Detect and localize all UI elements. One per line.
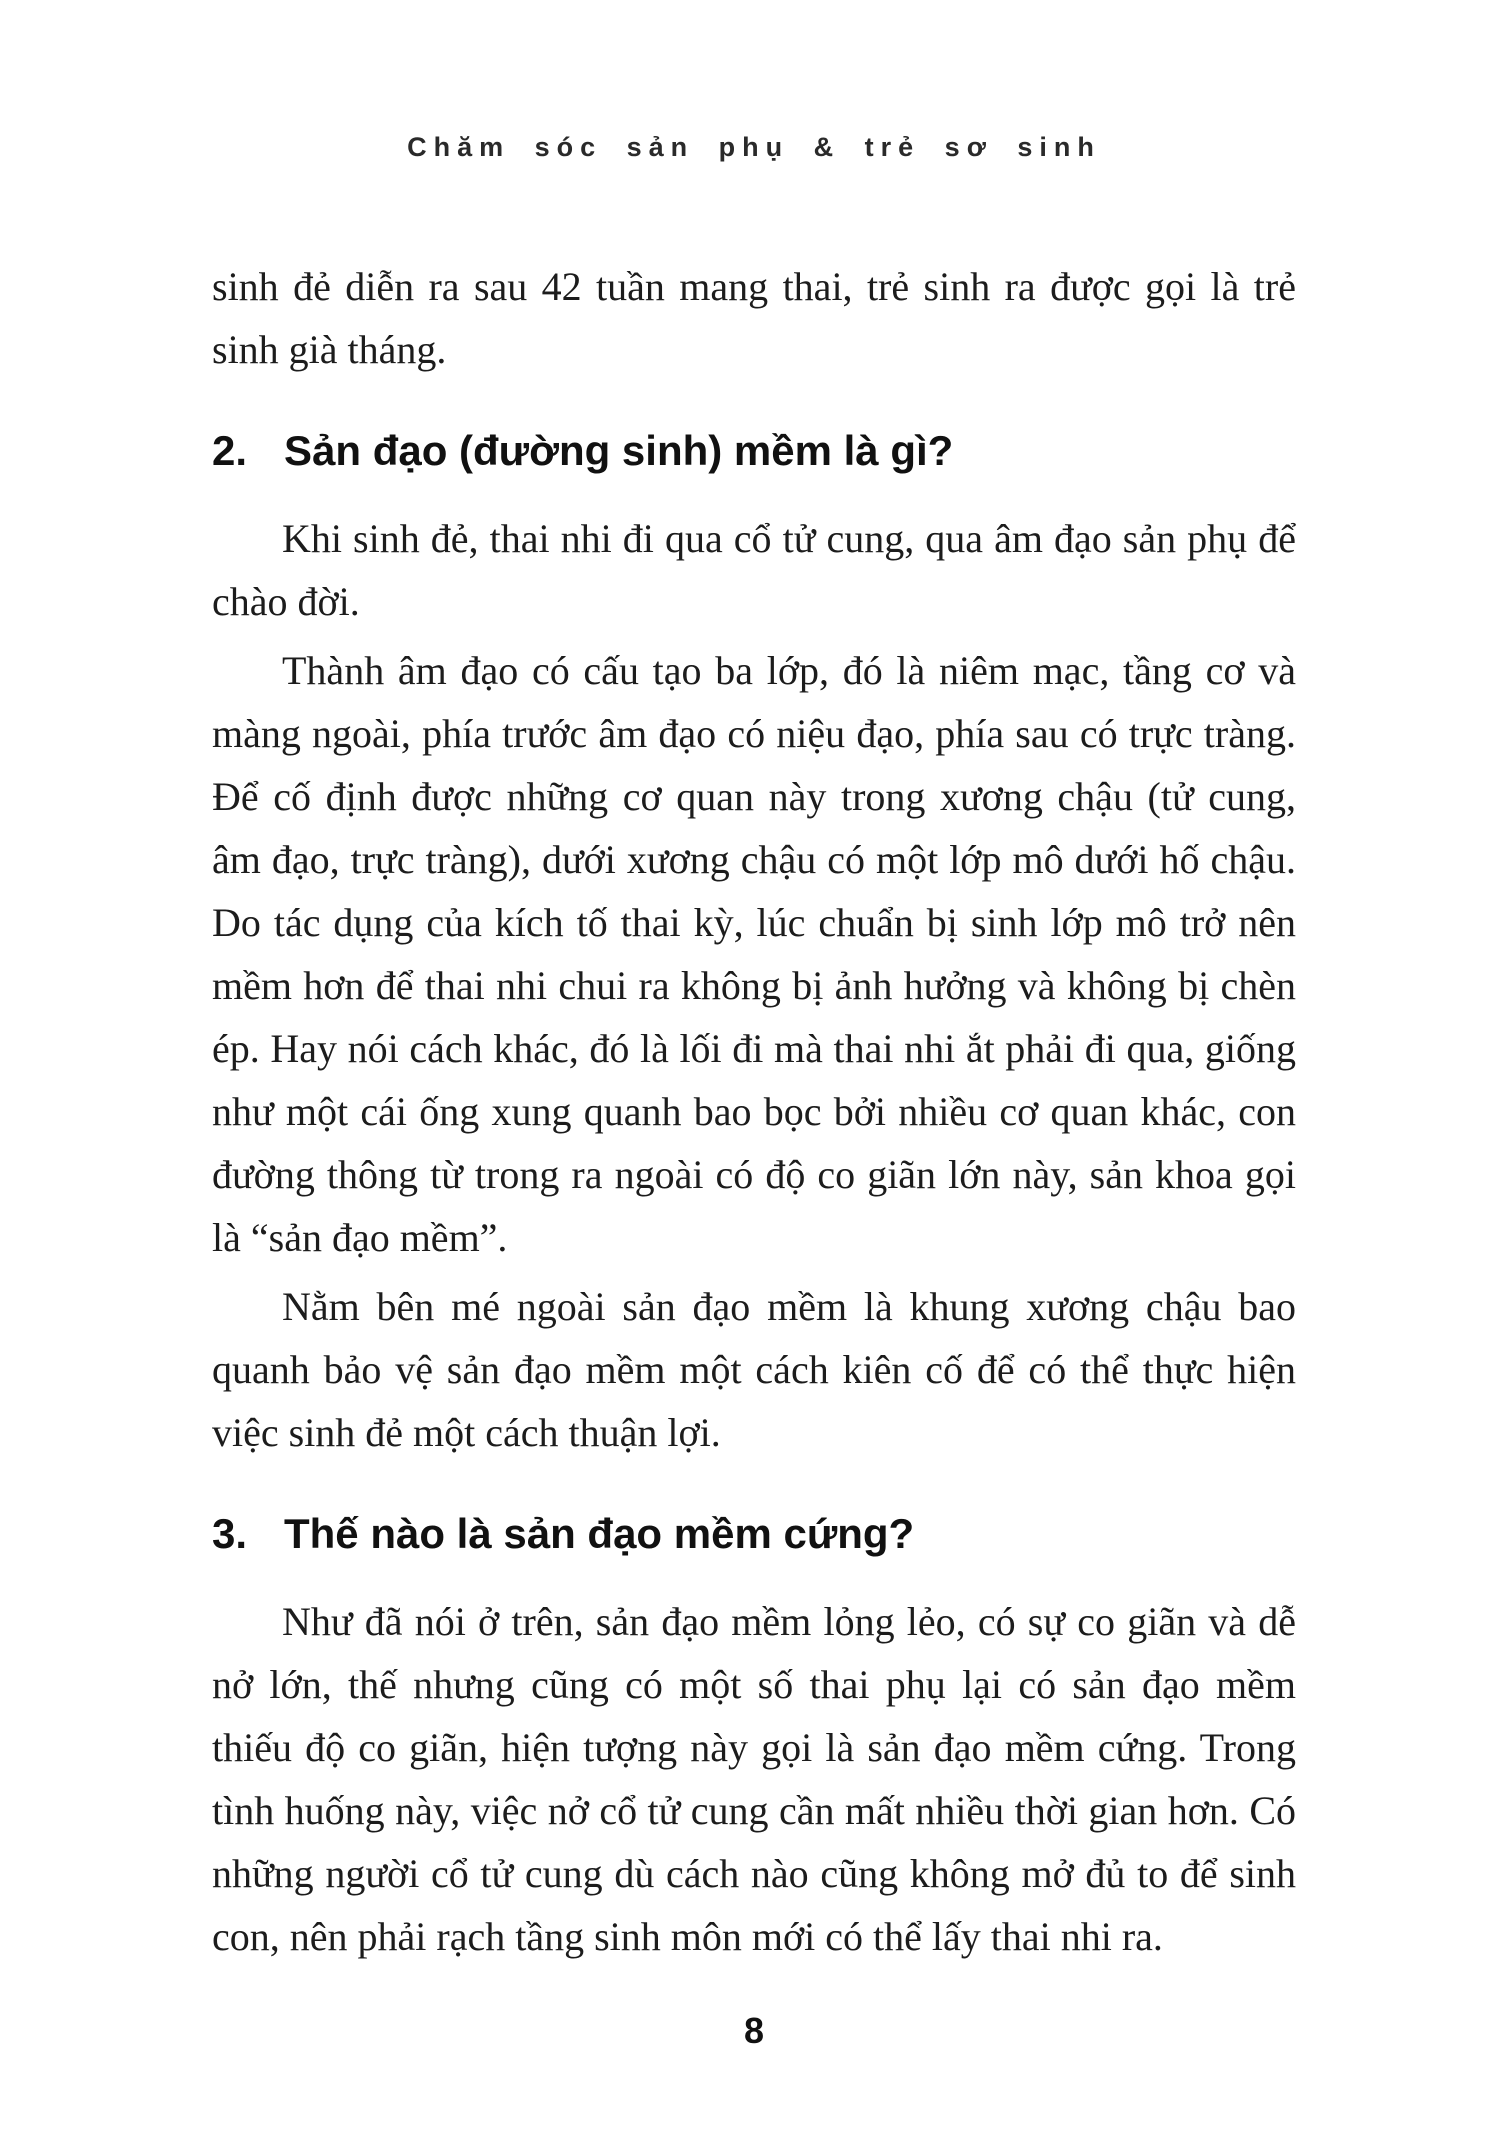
body-paragraph: Thành âm đạo có cấu tạo ba lớp, đó là niêm mạc, tầng cơ và màng ngoài, phía trước âm đạo có niệu đạo, phía sau có trực tràng. Để cố định được những cơ quan này trong xương chậu (tử cung, âm đạo, trực tràng), dưới xương chậu có một lớp mô dưới hố chậu. Do tác dụng của kích tố thai kỳ, lúc chuẩn bị sinh lớp mô trở nên mềm hơn để thai nhi chui ra không bị ảnh hưởng và không bị chèn ép. Hay nói cách khác, đó là lối đi mà thai nhi ắt phải đi qua, giống như một cái ống xung quanh bao bọc bởi nhiều cơ quan khác, con đường thông từ trong ra ngoài có độ co giãn lớn này, sản khoa gọi là “sản đạo mềm”. bbox=[212, 648, 1296, 1260]
body-paragraph: Khi sinh đẻ, thai nhi đi qua cổ tử cung, qua âm đạo sản phụ để chào đời. bbox=[212, 516, 1296, 624]
body-paragraph: Nằm bên mé ngoài sản đạo mềm là khung xương chậu bao quanh bảo vệ sản đạo mềm một cách kiên cố để có thể thực hiện việc sinh đẻ một cách thuận lợi. bbox=[212, 1284, 1296, 1455]
body-paragraph: Như đã nói ở trên, sản đạo mềm lỏng lẻo, có sự co giãn và dễ nở lớn, thế nhưng cũng có một số thai phụ lại có sản đạo mềm thiếu độ co giãn, hiện tượng này gọi là sản đạo mềm cứng. Trong tình huống này, việc nở cổ tử cung cần mất nhiều thời gian hơn. Có những người cổ tử cung dù cách nào cũng không mở đủ to để sinh con, nên phải rạch tầng sinh môn mới có thể lấy thai nhi ra. bbox=[212, 1599, 1296, 1959]
page-number: 8 bbox=[743, 2010, 765, 2051]
section-heading-3 bbox=[212, 1508, 1296, 1560]
heading-title: Sản đạo (đường sinh) mềm là gì? bbox=[284, 427, 954, 474]
body-paragraph: sinh đẻ diễn ra sau 42 tuần mang thai, trẻ sinh ra được gọi là trẻ sinh già tháng. bbox=[212, 264, 1296, 372]
heading-title: Thế nào là sản đạo mềm cứng? bbox=[284, 1510, 915, 1557]
section-heading-2 bbox=[212, 425, 1296, 477]
heading-number: 3. bbox=[212, 1510, 248, 1557]
heading-number: 2. bbox=[212, 427, 248, 474]
page-content bbox=[212, 255, 1296, 1968]
running-header: Chăm sóc sản phụ & trẻ sơ sinh bbox=[407, 132, 1101, 162]
